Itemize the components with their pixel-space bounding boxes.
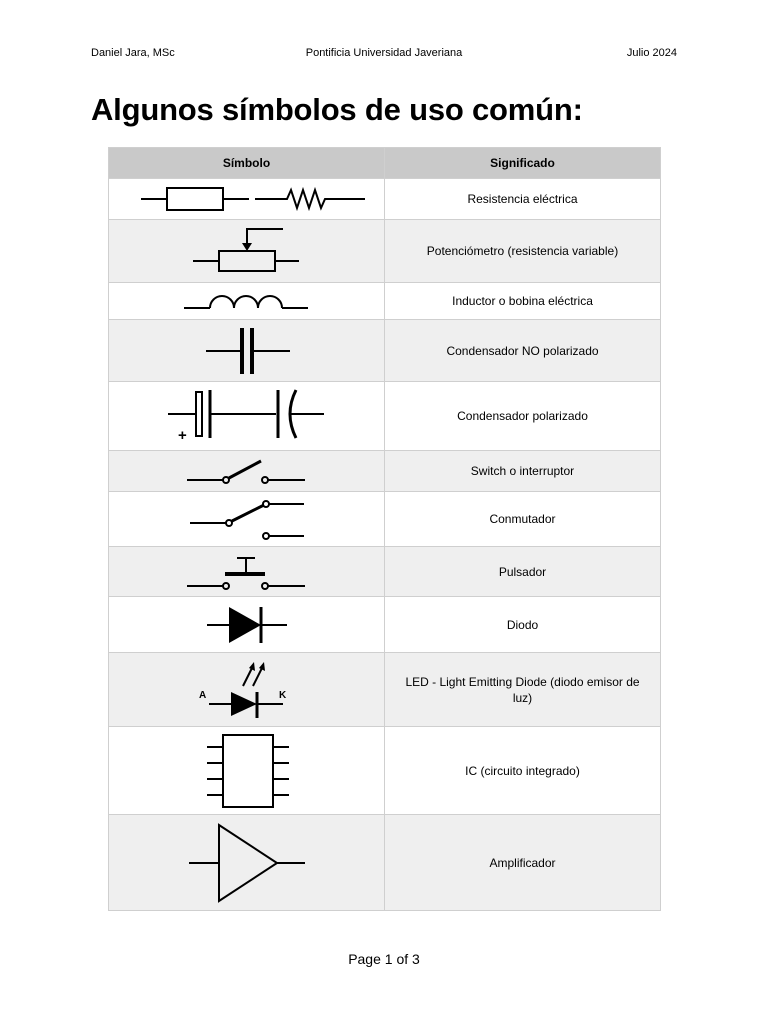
meaning-cell: Switch o interruptor [385,451,661,492]
table-row [109,283,661,320]
header-author: Daniel Jara, MSc [91,47,175,59]
ic-icon [205,731,289,811]
table-row [109,220,661,283]
resistor-icon [127,184,367,214]
page-title: Algunos símbolos de uso común: [91,92,583,127]
potentiometer-icon [187,223,307,279]
capacitor-icon [202,326,292,376]
diode-icon [205,603,289,647]
table-row [109,382,661,451]
column-header-symbol: Símbolo [109,148,385,179]
header-date: Julio 2024 [626,47,677,59]
amplifier-icon [187,821,307,905]
header-institution: Pontificia Universidad Javeriana [305,47,463,59]
symbol-cell [109,597,385,653]
anode-label: A [198,689,206,701]
symbol-cell [109,492,385,547]
switch-icon [185,456,309,486]
meaning-cell: Pulsador [385,547,661,597]
meaning-cell: Conmutador [385,492,661,547]
symbol-cell [109,815,385,911]
symbol-cell [109,727,385,815]
meaning-cell: Diodo [385,597,661,653]
column-header-meaning: Significado [385,148,661,179]
meaning-cell: Potenciómetro (resistencia variable) [385,220,661,283]
polarized-capacitor-icon [166,386,328,446]
symbol-cell [109,320,385,382]
symbol-cell [109,451,385,492]
symbols-table [108,147,661,911]
table-row [109,179,661,220]
symbol-cell [109,653,385,727]
table-row [109,320,661,382]
symbol-cell [109,220,385,283]
table-row [109,653,661,727]
meaning-cell: Condensador NO polarizado [385,320,661,382]
table-row [109,547,661,597]
table-row [109,492,661,547]
commutator-icon [188,497,306,541]
inductor-icon [182,288,312,314]
meaning-cell: Amplificador [385,815,661,911]
cathode-label: K [278,689,286,701]
led-icon [197,658,297,722]
meaning-cell: IC (circuito integrado) [385,727,661,815]
symbol-cell [109,382,385,451]
meaning-cell: LED - Light Emitting Diode (diodo emisor de luz) [385,653,661,727]
symbol-cell [109,283,385,320]
pushbutton-icon [185,552,309,592]
table-header-row [109,148,661,179]
table-row [109,597,661,653]
meaning-cell: Inductor o bobina eléctrica [385,283,661,320]
table-row [109,451,661,492]
page-footer: Page 1 of 3 [348,951,420,967]
symbol-cell [109,179,385,220]
meaning-cell: Resistencia eléctrica [385,179,661,220]
plus-sign: + [177,427,187,444]
symbol-cell [109,547,385,597]
table-row [109,815,661,911]
table-row [109,727,661,815]
meaning-cell: Condensador polarizado [385,382,661,451]
